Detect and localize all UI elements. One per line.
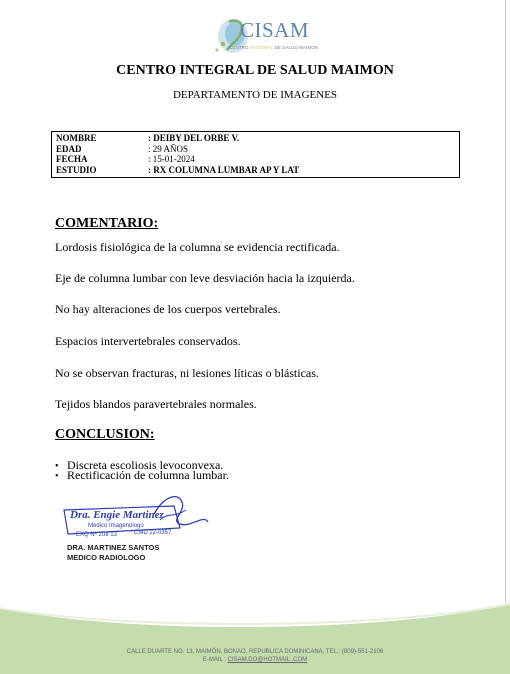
- info-label: FECHA: [56, 154, 88, 164]
- info-row-estudio: [56, 165, 455, 176]
- patient-info-box: [51, 131, 460, 178]
- list-item: • Discreta escoliosis levoconvexa.: [55, 458, 224, 472]
- stamp-title: Medico Imagenologo: [88, 523, 144, 529]
- conclusion-heading: CONCLUSION:: [55, 427, 155, 442]
- signature-block: [67, 543, 159, 563]
- info-row-nombre: [56, 133, 455, 144]
- comentario-line: Eje de columna lumbar con leve desviación hacia la izquierda.: [55, 271, 355, 285]
- comentario-line: Tejidos blandos paravertebrales normales.: [55, 397, 257, 411]
- stamp-name: Dra. Engie Martinez: [70, 509, 164, 521]
- footer-email[interactable]: CISAM.DO@HOTMAIL .COM: [227, 657, 308, 663]
- info-label: ESTUDIO: [56, 164, 97, 175]
- footer-address: CALLE DUARTE NO. 13, MAIMÓN, BONAO, REPUBLICA DOMINICANA, TEL.: (809)-551-2106: [126, 649, 384, 655]
- comentario-heading: COMENTARIO:: [55, 216, 159, 231]
- stamp-cmd: CMD 22-0357: [134, 530, 172, 536]
- info-row-edad: [56, 144, 455, 155]
- comentario-line: No hay alteraciones de los cuerpos vertebrales.: [55, 302, 281, 316]
- info-value: : 15-01-2024: [148, 154, 195, 164]
- doctor-stamp: [62, 490, 212, 548]
- comentario-line: Espacios intervertebrales conservados.: [55, 334, 241, 348]
- bullet-icon: •: [55, 471, 59, 482]
- list-item: • Rectificación de columna lumbar.: [55, 468, 229, 482]
- bullet-icon: •: [55, 461, 59, 472]
- info-label: NOMBRE: [56, 133, 97, 143]
- info-value: : RX COLUMNA LUMBAR AP Y LAT: [148, 164, 300, 175]
- logo-text: CISAM: [240, 18, 310, 42]
- logo-subtitle: CENTRO INTEGRAL DE SALUD MAIMON: [229, 45, 319, 50]
- comentario-line: No se observan fracturas, ni lesiones líticas o blásticas.: [55, 366, 319, 380]
- info-value: : DEIBY DEL ORBE V.: [148, 133, 240, 143]
- info-label: EDAD: [56, 143, 82, 154]
- info-value: : 29 AÑOS: [148, 143, 189, 154]
- info-row-fecha: [56, 154, 455, 165]
- footer-email-line: E-MAIL : CISAM.DO@HOTMAIL .COM: [202, 657, 308, 663]
- page-title: CENTRO INTEGRAL DE SALUD MAIMON: [116, 63, 394, 78]
- signature-role: MEDICO RADIOLOGO: [67, 553, 146, 562]
- stamp-exq: EXQ Nº 208 13: [76, 532, 117, 538]
- comentario-line: Lordosis fisiológica de la columna se evidencia rectificada.: [55, 240, 340, 254]
- signature-name: DRA. MARTINEZ SANTOS: [67, 543, 160, 552]
- department-subtitle: DEPARTAMENTO DE IMAGENES: [172, 89, 338, 101]
